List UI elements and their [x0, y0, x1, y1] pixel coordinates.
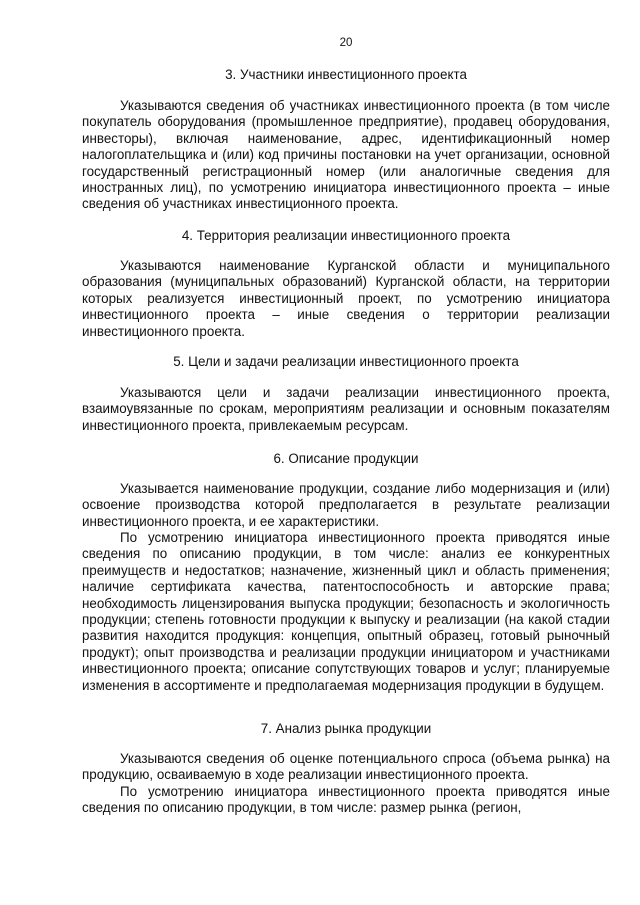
section-5-paragraph-1: Указываются цели и задачи реализации инвестиционного проекта, взаимоувязанные по срокам, мероприятиям реализации и основным показателям инвестиционного проекта, привлекаемым ресурсам. — [82, 385, 610, 433]
section-4-heading: 4. Территория реализации инвестиционного проекта — [181, 228, 511, 243]
section-5-heading: 5. Цели и задачи реализации инвестиционного проекта — [173, 354, 519, 369]
section-6-heading: 6. Описание продукции — [273, 451, 419, 466]
section-6-paragraph-1: Указывается наименование продукции, создание либо модернизация и (или) освоение производства которой предполагается в результате реализации инвестиционного проекта, и ее характеристики. — [82, 481, 610, 529]
section-3-heading: 3. Участники инвестиционного проекта — [225, 67, 467, 82]
section-7-heading: 7. Анализ рынка продукции — [260, 721, 432, 736]
section-4-paragraph-1: Указываются наименование Курганской области и муниципального образования (муниципальных образований) Курганской области, на территории которых реализуется инвестиционный проект, по усмотрению инициатора инвестиционного проекта – иные сведения о территории реализации инвестиционного проекта. — [82, 258, 610, 339]
section-6-paragraph-2: По усмотрению инициатора инвестиционного проекта приводятся иные сведения по описанию продукции, в том числе: анализ ее конкурентных преимуществ и недостатков; назначение, жизненный цикл и область применения; наличие сертификата качества, патентоспособность и авторские права; необходимость лицензирования выпуска продукции; безопасность и экологичность продукции; степень готовности продукции к выпуску и реализации (на какой стадии развития находится продукция: концепция, опытный образец, готовый рыночный продукт); опыт производства и реализации продукции инициатором и участниками инвестиционного проекта; описание сопутствующих товаров и услуг; планируемые изменения в ассортименте и предполагаемая модернизация продукции в будущем. — [82, 530, 610, 693]
section-3-paragraph-1: Указываются сведения об участниках инвестиционного проекта (в том числе покупатель оборудования (промышленное предприятие), продавец оборудования, инвесторы), включая наименование, адрес, идентификационный номер налогоплательщика и (или) код причины постановки на учет организации, основной государственный регистрационный номер (или аналогичные сведения для иностранных лиц), по усмотрению инициатора инвестиционного проекта – иные сведения об участниках инвестиционного проекта. — [82, 98, 610, 212]
section-7-paragraph-2: По усмотрению инициатора инвестиционного проекта приводятся иные сведения по описанию продукции, в том числе: размер рынка (регион, — [82, 784, 610, 816]
section-7-paragraph-1: Указываются сведения об оценке потенциального спроса (объема рынка) на продукцию, осваиваемую в ходе реализации инвестиционного проекта. — [82, 751, 610, 783]
page-number: 20 — [339, 37, 353, 49]
